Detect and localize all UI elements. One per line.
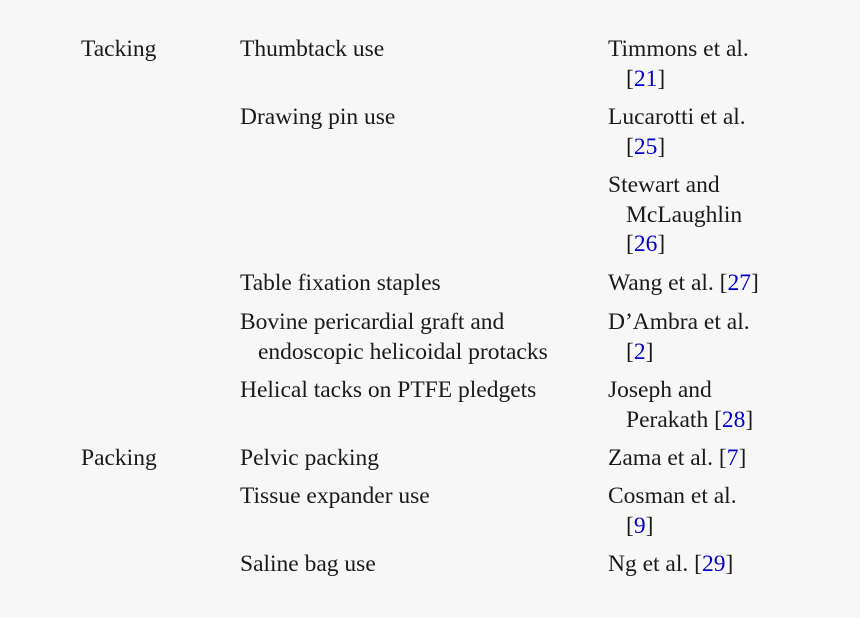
method-line: Saline bag use <box>240 551 376 577</box>
citation-prefix: Ng et al. [ <box>608 551 702 577</box>
citation-prefix: [ <box>626 338 634 365</box>
reference-line: D’Ambra et al. <box>608 309 750 335</box>
reference-cell <box>608 103 808 162</box>
reference-citation <box>608 65 808 95</box>
method-line: Pelvic packing <box>240 445 380 471</box>
method-cell <box>240 103 590 133</box>
reference-citation <box>608 550 808 580</box>
reference-citation <box>608 444 808 474</box>
citation-prefix: [ <box>626 133 634 160</box>
method-line: Bovine pericardial graft and <box>240 309 505 335</box>
method-line: Drawing pin use <box>240 104 396 130</box>
method-cell <box>240 550 590 580</box>
reference-line: McLaughlin <box>626 201 743 228</box>
reference-line: Timmons et al. <box>608 36 749 62</box>
citation-prefix: [ <box>626 231 634 257</box>
reference-citation <box>608 338 808 368</box>
citation-prefix: [ <box>626 512 634 539</box>
reference-citation <box>608 269 808 299</box>
reference-line: Lucarotti et al. <box>608 104 746 130</box>
reference-cell <box>608 269 808 299</box>
reference-citation <box>608 406 808 436</box>
citation-suffix: ] <box>657 65 666 92</box>
citation-link[interactable]: 25 <box>633 133 658 160</box>
citation-suffix: ] <box>745 406 754 433</box>
reference-cell <box>608 171 808 260</box>
citation-prefix: Zama et al. [ <box>608 445 727 471</box>
method-line: Tissue expander use <box>240 483 430 509</box>
method-line: Helical tacks on PTFE pledgets <box>240 377 537 403</box>
citation-suffix: ] <box>657 133 666 160</box>
citation-link[interactable]: 9 <box>633 512 646 539</box>
reference-line: Stewart and <box>608 172 720 198</box>
citation-suffix: ] <box>645 512 654 539</box>
citation-suffix: ] <box>725 551 734 577</box>
reference-cell <box>608 376 808 435</box>
citation-prefix: Perakath [ <box>626 406 722 433</box>
citation-prefix: Wang et al. [ <box>608 270 728 296</box>
reference-cell <box>608 482 808 541</box>
reference-cell <box>608 308 808 367</box>
reference-cell <box>608 550 808 580</box>
method-cell <box>240 482 590 512</box>
citation-link[interactable]: 7 <box>726 445 739 471</box>
category-label: Tacking <box>81 36 157 62</box>
citation-link[interactable]: 29 <box>701 551 726 577</box>
method-cell <box>240 35 590 65</box>
category-label: Packing <box>81 445 157 471</box>
citation-suffix: ] <box>645 338 654 365</box>
method-line: endoscopic helicoidal protacks <box>258 338 548 365</box>
method-cell <box>240 376 590 406</box>
citation-link[interactable]: 26 <box>633 231 658 257</box>
method-cell <box>240 308 590 367</box>
method-line: Table fixation staples <box>240 270 441 296</box>
citation-suffix: ] <box>738 445 747 471</box>
method-cell <box>240 444 590 474</box>
reference-line: Joseph and <box>608 377 712 403</box>
reference-cell <box>608 444 808 474</box>
citation-suffix: ] <box>657 231 666 257</box>
reference-cell <box>608 35 808 94</box>
citation-link[interactable]: 21 <box>633 65 658 92</box>
citation-link[interactable]: 27 <box>727 270 751 296</box>
citation-suffix: ] <box>750 270 759 296</box>
citation-link[interactable]: 28 <box>721 406 746 433</box>
reference-citation <box>608 512 808 542</box>
reference-citation <box>608 133 808 163</box>
reference-citation <box>608 230 808 260</box>
reference-line: Cosman et al. <box>608 483 737 509</box>
method-line: Thumbtack use <box>240 36 385 62</box>
citation-link[interactable]: 2 <box>633 338 646 365</box>
citation-prefix: [ <box>626 65 634 92</box>
method-cell <box>240 269 590 299</box>
